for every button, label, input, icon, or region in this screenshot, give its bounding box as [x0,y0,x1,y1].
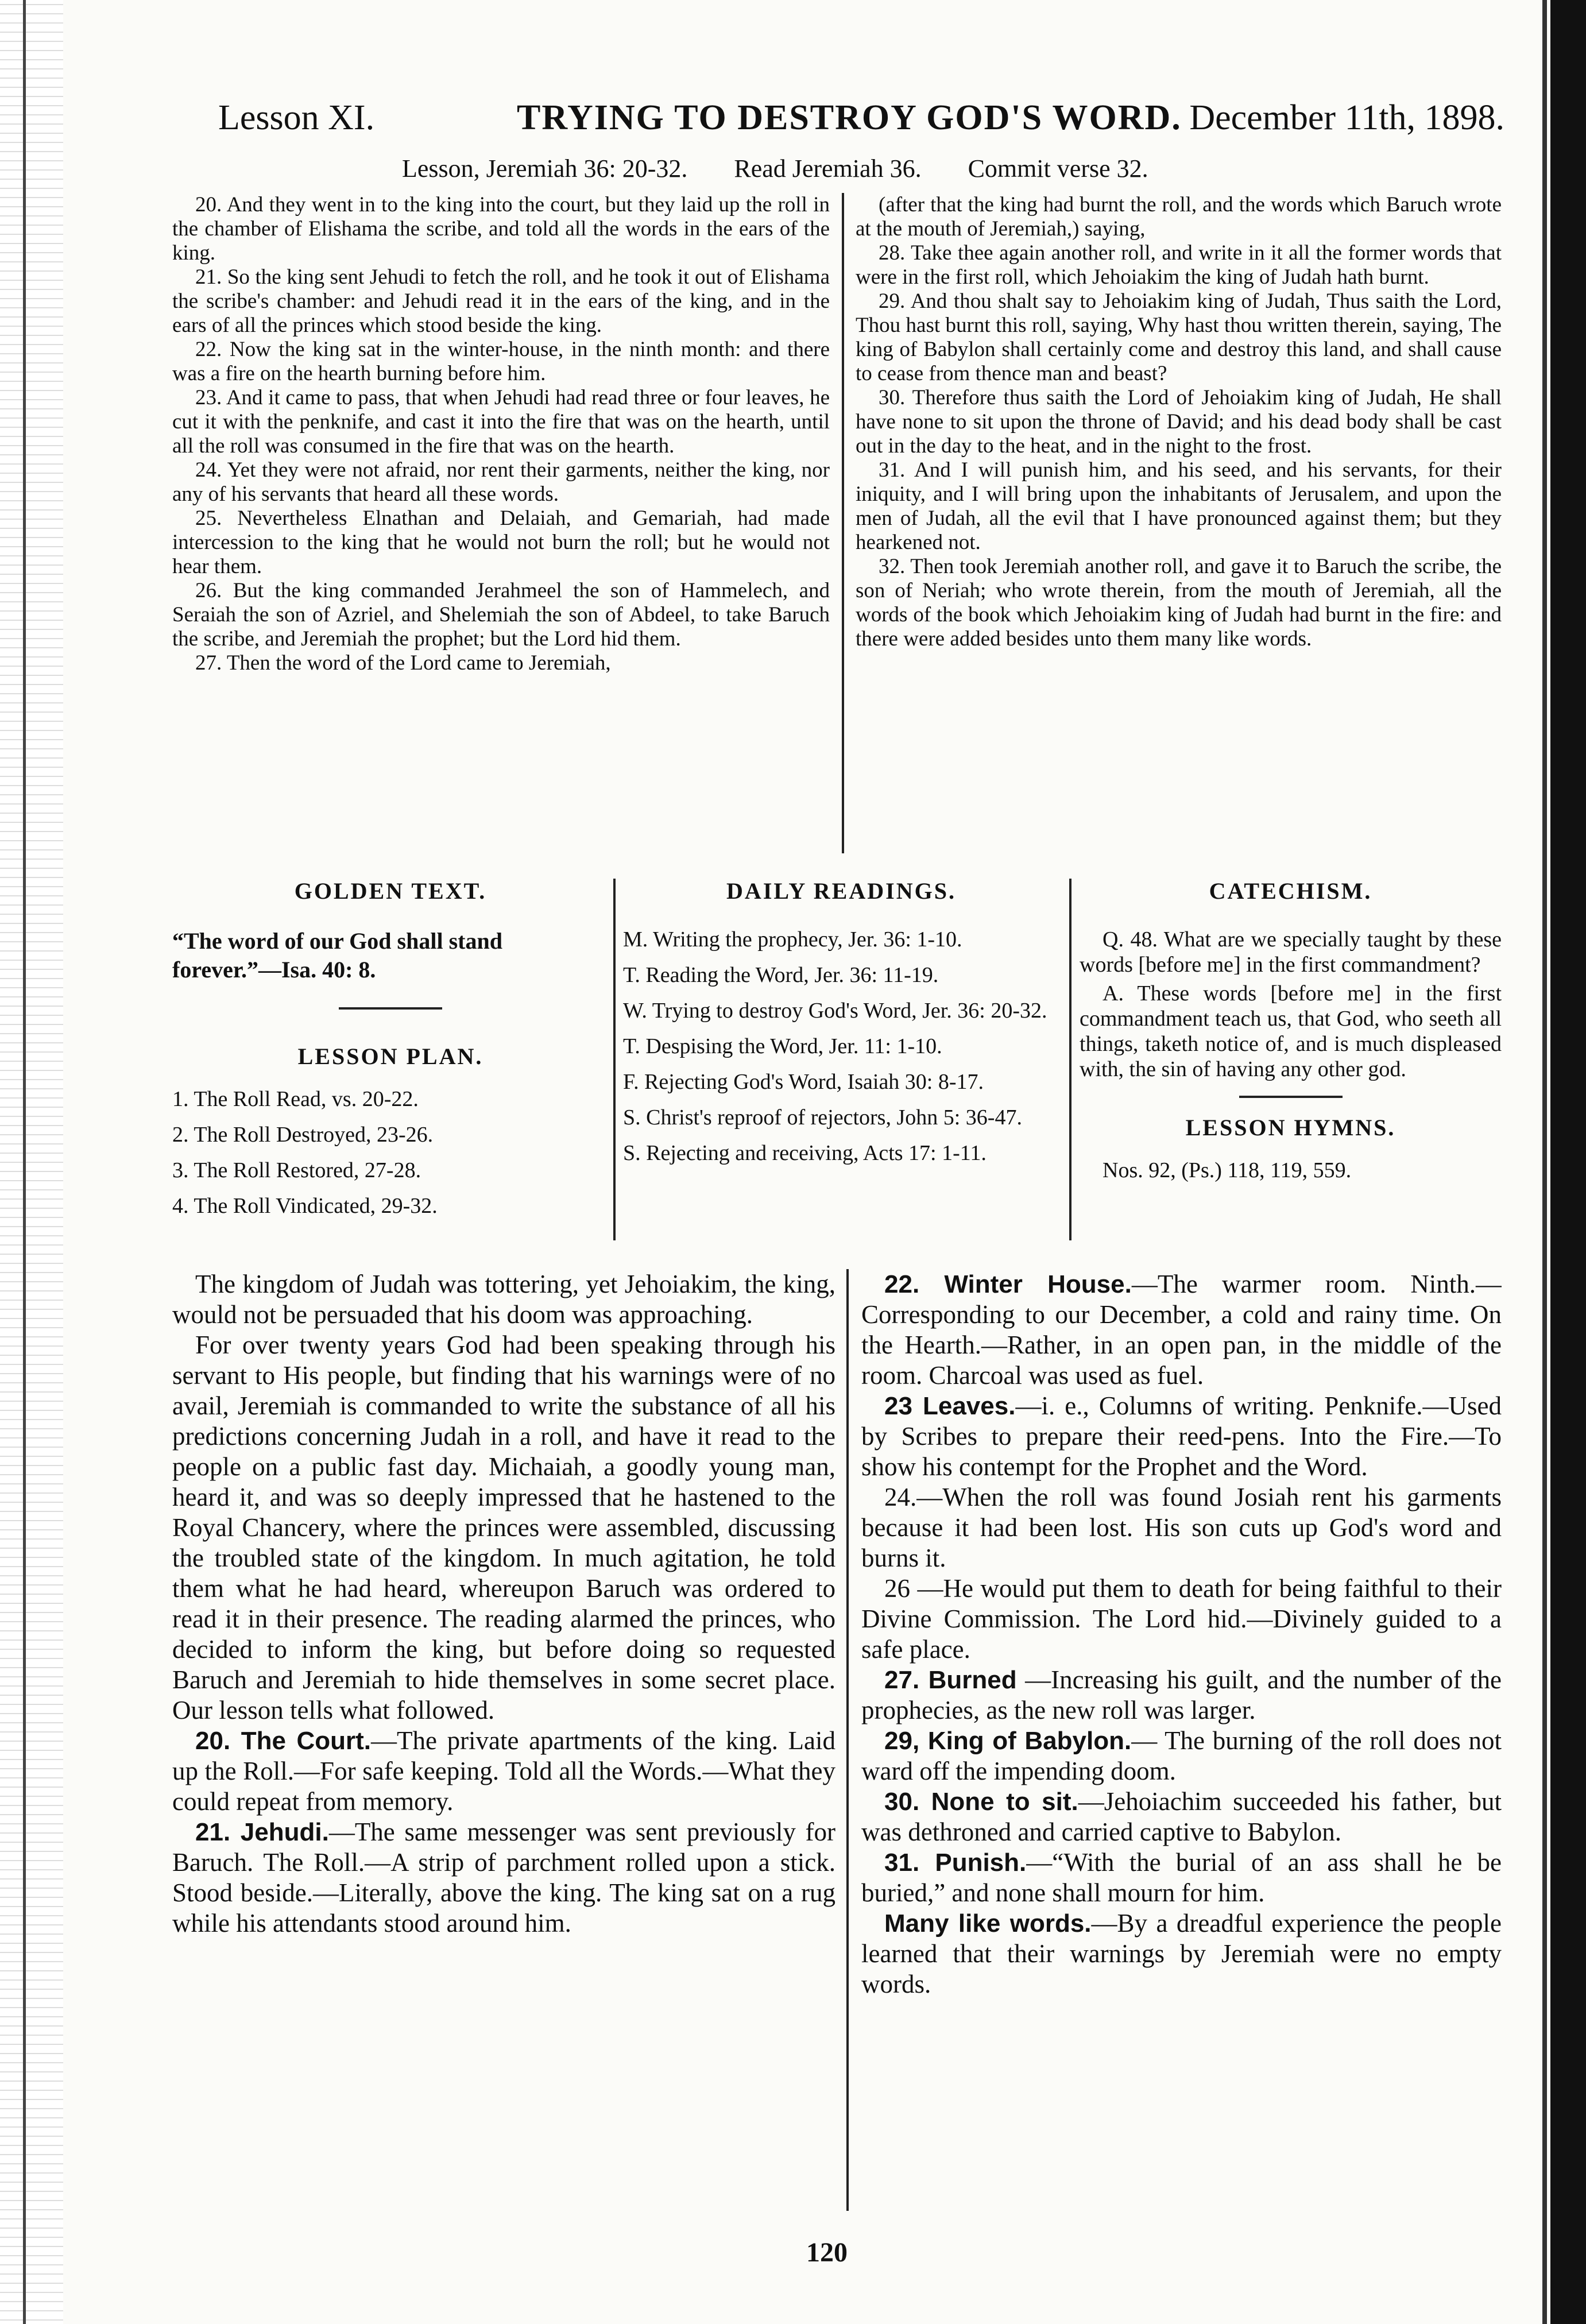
golden-text: “The word of our God shall stand forever.”—Isa. 40: 8. [172,928,502,983]
read-passage: Read Jeremiah 36. [734,154,922,183]
daily-readings [623,879,1059,1252]
scripture-verse: 25. Nevertheless Elnathan and Delaiah, and Gemariah, had made intercession to the king that he would not burn the roll; but he would not hear them. [172,506,830,578]
reading-item: T. Despising the Word, Jer. 11: 1-10. [623,1034,942,1058]
scripture-verse: 20. And they went in to the king into the court, but they laid up the roll in the chamber of Elishama the scribe, and told all the words in the ears of the king. [172,193,830,265]
plan-item: 3. The Roll Restored, 27-28. [172,1158,421,1182]
box-divider [1069,879,1071,1240]
golden-text-heading: GOLDEN TEXT. [294,879,487,904]
column-divider [846,1269,849,2211]
commentary-paragraph [861,1847,1502,1908]
commentary-paragraph [861,1908,1502,2000]
commentary-paragraph [861,1269,1502,1391]
scripture-verse: 26. But the king commanded Jerahmeel the son of Hammelech, and Seraiah the son of Azriel, and Shelemiah the son of Abdeel, to take Baruch the scribe, and Jeremiah the prophet; but the Lord hid them. [172,579,830,651]
scripture-verse: 27. Then the word of the Lord came to Jeremiah, [195,651,611,675]
catechism-question: Q. 48. What are we specially taught by these words [before me] in the first commandment? [1080,927,1502,977]
golden-text-and-plan [172,879,609,1252]
scripture-verse: 30. Therefore thus saith the Lord of Jehoiakim king of Judah, He shall have none to sit upon the throne of David; and his dead body shall be cast out in the day to the heat, and in the night to the frost. [856,386,1502,458]
commentary-keyword: 30. None to sit. [884,1788,1078,1816]
box-divider [613,879,616,1240]
left-binding-edge [0,0,63,2324]
daily-readings-heading: DAILY READINGS. [726,879,956,904]
reading-item: W. Trying to destroy God's Word, Jer. 36: 20-32. [623,999,1047,1023]
commentary-paragraph [861,1786,1502,1847]
commentary-paragraph [861,1665,1502,1726]
page-number: 120 [806,2237,848,2268]
commentary-keyword: 31. Punish. [884,1849,1027,1877]
commentary-paragraph [861,1726,1502,1786]
commentary-text: 24.—When the roll was found Josiah rent his garments because it had been lost. His son cuts up God's word and burns it. [861,1483,1502,1572]
catechism-and-hymns [1080,879,1502,1252]
lesson-references [402,154,1263,183]
commentary-keyword: 27. Burned [884,1666,1017,1694]
plan-item: 1. The Roll Read, vs. 20-22. [172,1087,419,1111]
commentary-text: For over twenty years God had been speaking through his servant to His people, but finding that his warnings were of no avail, Jeremiah is commanded to write the substance of all his predictions concerning Judah in a roll, and have it read to the people on a public fast day. Michaiah, a goodly young man, heard it, and was so deeply impressed that he hastened to the Royal Chancery, where the princes were assembled, discussing the troubled state of the kingdom. In much agitation, he told them what he had heard, whereupon Baruch was ordered to read it in their presence. The reading alarmed the princes, who decided to inform the king, but before doing so requested Baruch and Jeremiah to hide themselves in some secret place. Our lesson tells what followed. [172,1331,835,1724]
catechism-heading: CATECHISM. [1209,879,1372,904]
commentary-keyword: 23 Leaves. [884,1392,1016,1420]
commit-verse: Commit verse 32. [968,154,1148,183]
right-dark-edge [1550,0,1586,2324]
right-inner-edge [1542,0,1547,2324]
scripture-verse: 29. And thou shalt say to Jehoiakim king of Judah, Thus saith the Lord, Thou hast burnt this roll, saying, Why hast thou written therein, saying, The king of Babylon shall certainly come and destroy this land, and shall cause to cease from thence man and beast? [856,289,1502,385]
commentary-keyword: 22. Winter House. [884,1270,1132,1298]
commentary-right-column [861,1269,1502,2222]
reading-item: M. Writing the prophecy, Jer. 36: 1-10. [623,927,962,952]
column-divider [842,193,844,853]
plan-item: 4. The Roll Vindicated, 29-32. [172,1194,438,1218]
divider [1239,1096,1343,1098]
lesson-plan-heading: LESSON PLAN. [297,1043,483,1069]
scripture-right-column [856,193,1502,871]
commentary-text: —i. e., Columns of writing. Penknife.—Used by Scribes to prepare their reed-pens. Into the Fire.—To show his contempt for the Prophet and the Word. [861,1391,1502,1481]
reading-item: S. Rejecting and receiving, Acts 17: 1-11. [623,1141,987,1165]
reading-item: F. Rejecting God's Word, Isaiah 30: 8-17. [623,1070,984,1094]
commentary-text: — The burning of the roll does not ward off the impending doom. [861,1726,1502,1785]
catechism-answer: A. These words [before me] in the first commandment teach us, that God, who seeth all things, taketh notice of, and is much displeased with, the sin of having any other god. [1080,981,1502,1081]
scripture-left-column [172,193,830,871]
reading-item: S. Christ's reproof of rejectors, John 5: 36-47. [623,1105,1022,1130]
scripture-verse: 28. Take thee again another roll, and write in it all the former words that were in the first roll, which Jehoiakim the king of Judah hath burnt. [856,241,1502,289]
commentary-paragraph [861,1391,1502,1482]
scripture-verse: 22. Now the king sat in the winter-house, in the ninth month: and there was a fire on the hearth burning before him. [172,338,830,385]
commentary-left-column [172,1269,835,2222]
lesson-number: Lesson XI. [218,98,375,137]
commentary-text: —Jehoiachim succeeded his father, but was dethroned and carried captive to Babylon. [861,1787,1502,1846]
commentary-text: —By a dreadful experience the people learned that their warnings by Jeremiah were no empty words. [861,1909,1502,1998]
commentary-text: —The warmer room. Ninth.—Corresponding to our December, a cold and rainy time. On the Hearth.—Rather, in an open pan, in the middle of the room. Charcoal was used as fuel. [861,1270,1502,1390]
commentary-keyword: 20. The Court. [195,1727,372,1755]
scripture-verse: (after that the king had burnt the roll, and the words which Baruch wrote at the mouth of Jeremiah,) saying, [856,193,1502,241]
plan-item: 2. The Roll Destroyed, 23-26. [172,1123,434,1147]
hymns-heading: LESSON HYMNS. [1185,1115,1396,1140]
running-header [218,98,1504,149]
scripture-verse: 23. And it came to pass, that when Jehudi had read three or four leaves, he cut it with the penknife, and cast it into the fire that was on the hearth, until all the roll was consumed in the fire that was on the hearth. [172,386,830,458]
commentary-paragraph [861,1573,1502,1665]
scripture-verse: 31. And I will punish him, and his seed, and his servants, for their iniquity, and I will bring upon the inhabitants of Jerusalem, and upon the men of Judah, all the evil that I have pronounced against them; but they hearkened not. [856,458,1502,554]
commentary-text: The kingdom of Judah was tottering, yet Jehoiakim, the king, would not be persuaded that his doom was approaching. [172,1270,835,1329]
commentary-paragraph [172,1330,835,1726]
lesson-passage: Lesson, Jeremiah 36: 20-32. [402,154,688,183]
commentary-paragraph [172,1269,835,1330]
divider [339,1007,442,1010]
commentary-paragraph [172,1817,835,1939]
commentary-paragraph [172,1726,835,1817]
lesson-date: December 11th, 1898. [1189,98,1504,137]
commentary-keyword: 29, King of Babylon. [884,1727,1132,1755]
scripture-verse: 21. So the king sent Jehudi to fetch the roll, and he took it out of Elishama the scribe's chamber: and Jehudi read it in the ears of the king, and in the ears of all the princes which stood beside the king. [172,265,830,337]
commentary-text: 26 —He would put them to death for being faithful to their Divine Commission. The Lord hid.—Divinely guided to a safe place. [861,1574,1502,1664]
hymn-numbers: Nos. 92, (Ps.) 118, 119, 559. [1103,1158,1352,1182]
commentary-text: —The private apartments of the king. Laid up the Roll.—For safe keeping. Told all the Words.—What they could repeat from memory. [172,1726,835,1816]
commentary-keyword: Many like words. [884,1909,1092,1938]
commentary-keyword: 21. Jehudi. [195,1818,329,1846]
commentary-text: —Increasing his guilt, and the number of the prophecies, as the new roll was larger. [861,1665,1502,1724]
commentary-text: —The same messenger was sent previously for Baruch. The Roll.—A strip of parchment rolled upon a stick. Stood beside.—Literally, above the king. The king sat on a rug while his attendants stood around him. [172,1818,835,1938]
scripture-verse: 24. Yet they were not afraid, nor rent their garments, neither the king, nor any of his servants that heard all these words. [172,458,830,506]
lesson-title: TRYING TO DESTROY GOD'S WORD. [517,98,1182,137]
reading-item: T. Reading the Word, Jer. 36: 11-19. [623,963,939,987]
commentary-paragraph [861,1482,1502,1573]
scripture-verse: 32. Then took Jeremiah another roll, and gave it to Baruch the scribe, the son of Neriah; who wrote therein, from the mouth of Jeremiah, all the words of the book which Jehoiakim king of Judah had burnt in the fire: and there were added besides unto them many like words. [856,555,1502,651]
commentary-text: —“With the burial of an ass shall he be buried,” and none shall mourn for him. [861,1848,1502,1907]
